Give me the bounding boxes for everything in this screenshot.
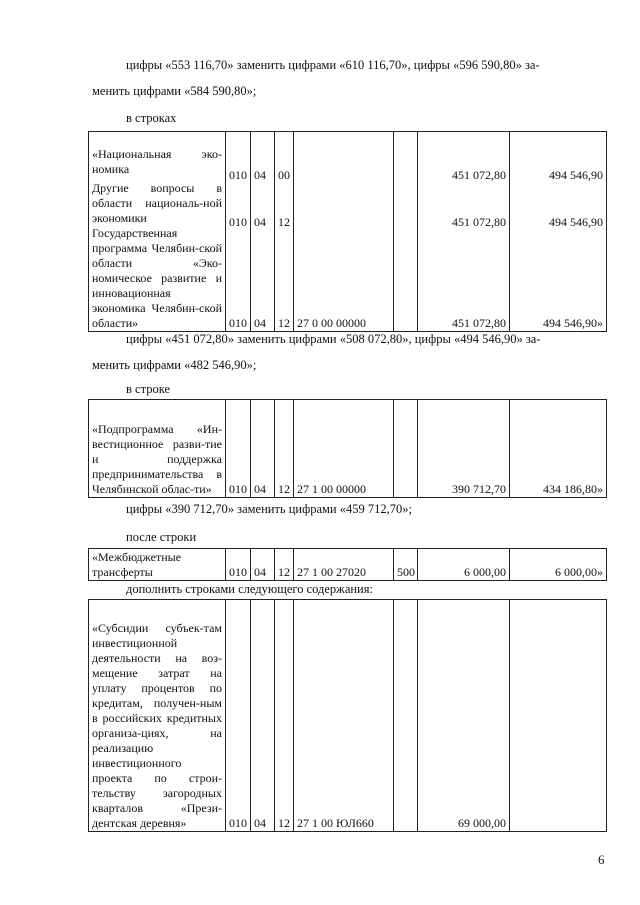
cell-value: 12	[278, 316, 290, 330]
row-name-text: Государственная программа Челябин-ской области «Эко-номическое развитие и инновационная экономика Челябин-ской области»	[92, 226, 222, 330]
col-rz: 04	[251, 549, 275, 581]
col-year2	[510, 600, 607, 832]
cell-value: 494 546,90»	[543, 316, 603, 330]
col-pr	[275, 132, 294, 332]
para2-line-2: менить цифрами «482 546,90»;	[92, 358, 257, 372]
row-name: «Подпрограмма «Ин-вестиционное разви-тие и поддержка предпринимательства в Челябинской облас-ти»	[89, 400, 226, 498]
para3-line-1: цифры «390 712,70» заменить цифрами «459 712,70»;	[126, 502, 412, 516]
col-year2: 434 186,80»	[510, 400, 607, 498]
table-row	[89, 549, 607, 581]
cell-value: 00	[278, 168, 290, 182]
label-v-stroke: в строке	[126, 382, 171, 396]
row-name: «Межбюджетные трансферты	[89, 549, 226, 581]
col-vr	[394, 600, 418, 832]
budget-table-1	[88, 131, 607, 332]
cell-value: 494 546,90	[549, 168, 603, 182]
col-csr: 27 1 00 00000	[294, 400, 394, 498]
budget-table-4	[88, 599, 607, 832]
cell-value: 451 072,80	[452, 215, 506, 229]
col-csr	[294, 132, 394, 332]
cell-value: 010	[229, 215, 247, 229]
label-v-strokah: в строках	[126, 111, 177, 125]
col-csr: 27 1 00 ЮЛ660	[294, 600, 394, 832]
col-glava	[226, 132, 251, 332]
col-glava: 010	[226, 549, 251, 581]
paragraph-3	[92, 496, 608, 522]
budget-table-2	[88, 399, 607, 498]
col-year1: 390 712,70	[418, 400, 510, 498]
label-dopolnit: дополнить строками следующего содержания:	[126, 582, 373, 596]
cell-value: 494 546,90	[549, 215, 603, 229]
col-year1	[418, 132, 510, 332]
col-rz	[251, 132, 275, 332]
budget-table-3	[88, 548, 607, 581]
cell-value: 04	[254, 316, 266, 330]
cell-value: 451 072,80	[452, 316, 506, 330]
col-vr: 500	[394, 549, 418, 581]
cell-value: 27 0 00 00000	[297, 316, 366, 330]
cell-value: 04	[254, 215, 266, 229]
col-year1: 69 000,00	[418, 600, 510, 832]
table-row	[89, 600, 607, 832]
cell-value: 04	[254, 168, 266, 182]
col-glava: 010	[226, 600, 251, 832]
table-row	[89, 400, 607, 498]
col-rz: 04	[251, 400, 275, 498]
label-posle-stroki: после строки	[126, 530, 197, 544]
cell-value: 010	[229, 316, 247, 330]
col-vr	[394, 400, 418, 498]
page-number: 6	[598, 852, 605, 867]
intro-line-1: цифры «553 116,70» заменить цифрами «610 116,70», цифры «596 590,80» за-	[126, 58, 540, 72]
col-year2: 6 000,00»	[510, 549, 607, 581]
col-pr: 12	[275, 549, 294, 581]
col-pr: 12	[275, 600, 294, 832]
col-year2	[510, 132, 607, 332]
cell-value: 12	[278, 215, 290, 229]
intro-paragraph	[92, 52, 608, 104]
row-name-text: «Национальная эко-номика	[92, 147, 222, 176]
row-name	[89, 132, 226, 332]
col-pr: 12	[275, 400, 294, 498]
paragraph-2	[92, 326, 608, 378]
col-rz: 04	[251, 600, 275, 832]
col-csr: 27 1 00 27020	[294, 549, 394, 581]
row-name-text: Другие вопросы в области националь-ной экономики	[92, 181, 222, 225]
table-row	[89, 132, 607, 332]
col-glava: 010	[226, 400, 251, 498]
cell-value: 451 072,80	[452, 168, 506, 182]
cell-value: 010	[229, 168, 247, 182]
col-year1: 6 000,00	[418, 549, 510, 581]
intro-line-2: менить цифрами «584 590,80»;	[92, 84, 257, 98]
col-vr	[394, 132, 418, 332]
row-name: «Субсидии субъек-там инвестиционной деятельности на воз-мещение затрат на уплату процентов по кредитам, получен-ным в российских кредитных организа-циях, на реализацию инвестиционного проекта по строи-тельству загородных кварталов «Прези-дентская деревня»	[89, 600, 226, 832]
para2-line-1: цифры «451 072,80» заменить цифрами «508 072,80», цифры «494 546,90» за-	[126, 332, 541, 346]
